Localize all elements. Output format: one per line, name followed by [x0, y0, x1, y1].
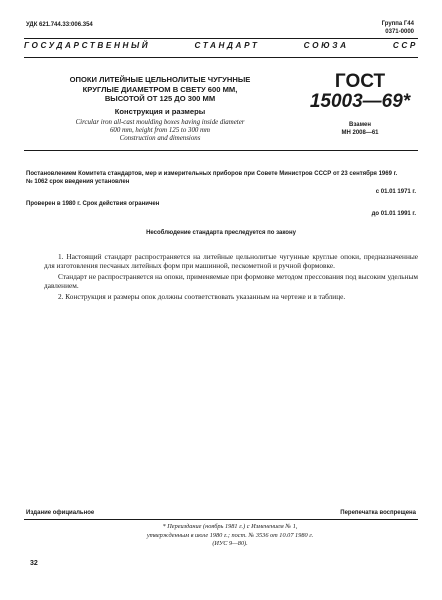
- gost-number: 15003—69*: [309, 91, 411, 112]
- paragraph: 2. Конструкция и размеры опок должны соответствовать указанным на чертеже и в таблице.: [58, 291, 346, 301]
- paragraph: 1. Настоящий стандарт распространяется на литейные цельнолитые чугунные круглые опоки, предназначенные для изготовления песчаных литейных форм при машинной, пескометной и ручной формовке.: [44, 252, 418, 271]
- banner-rule: [24, 57, 418, 58]
- reprint-prohibited: Перепечатка воспрещена: [340, 510, 416, 516]
- replaced-label: Взамен: [349, 122, 371, 128]
- gost-designation: [300, 72, 420, 137]
- official-edition: Издание официальное: [26, 510, 95, 516]
- title-ru-line: ВЫСОТОЙ ОТ 125 ДО 300 ММ: [104, 94, 216, 103]
- title-en-line: Circular iron all-cast moulding boxes having inside diameter: [75, 118, 245, 126]
- replaced-note: [300, 121, 420, 137]
- banner-word: ГОСУДАРСТВЕННЫЙ: [24, 41, 151, 50]
- paragraph: Стандарт не распространяется на опоки, применяемые при формовке методом прессования под высоким удельным давлением.: [44, 271, 418, 291]
- footnote-line: утвержденным в июле 1980 г.; пост. № 3536 от 10.07 1980 г.: [146, 531, 314, 539]
- section-rule: [24, 150, 418, 151]
- date-to: до 01.01 1991 г.: [371, 211, 416, 217]
- title-ru: [60, 75, 260, 104]
- footer-rule: [24, 519, 418, 520]
- legal-notice: Несоблюдение стандарта преследуется по закону: [146, 230, 296, 236]
- footnote-line: * Переиздание (ноябрь 1981 г.) с Изменением № 1,: [162, 523, 298, 530]
- state-standard-banner: [24, 41, 418, 53]
- date-from: с 01.01 1971 г.: [375, 189, 416, 195]
- group-code: [382, 20, 414, 36]
- checked-note: Проверен в 1980 г. Срок действия ограничен: [26, 201, 160, 207]
- udk-code: УДК 621.744.33:006.354: [26, 22, 93, 28]
- title-ru-line: ОПОКИ ЛИТЕЙНЫЕ ЦЕЛЬНОЛИТЫЕ ЧУГУННЫЕ: [69, 75, 251, 84]
- banner-word: СОЮЗА: [303, 41, 349, 50]
- title-ru-line: КРУГЛЫЕ ДИАМЕТРОМ В СВЕТУ 600 ММ,: [82, 84, 238, 94]
- standard-title: [60, 75, 260, 143]
- decree-line: № 1062 срок введения установлен: [26, 179, 130, 185]
- top-rule: [24, 38, 418, 39]
- footnote-line: (ИУС 9—80).: [212, 540, 248, 548]
- banner-word: ССР: [392, 41, 418, 50]
- group-code-line: 0371-0000: [385, 29, 414, 35]
- title-en-line: 600 mm, height from 125 to 300 mm: [109, 126, 211, 134]
- subtitle-ru: Конструкция и размеры: [114, 106, 206, 116]
- body-text: [44, 252, 418, 302]
- banner-word: СТАНДАРТ: [194, 41, 260, 50]
- title-en-line: Construction and dimensions: [119, 134, 201, 142]
- title-en: [60, 119, 260, 144]
- page-number: 32: [30, 560, 38, 567]
- decree-line: Постановлением Комитета стандартов, мер и измерительных приборов при Совете Министров СССР от 23 сентября 1969 г.: [26, 171, 398, 177]
- group-line: Группа Г44: [381, 21, 414, 27]
- replaced-value: МН 2008—61: [341, 130, 379, 136]
- gost-label: ГОСТ: [334, 71, 386, 92]
- footnote: [120, 523, 340, 549]
